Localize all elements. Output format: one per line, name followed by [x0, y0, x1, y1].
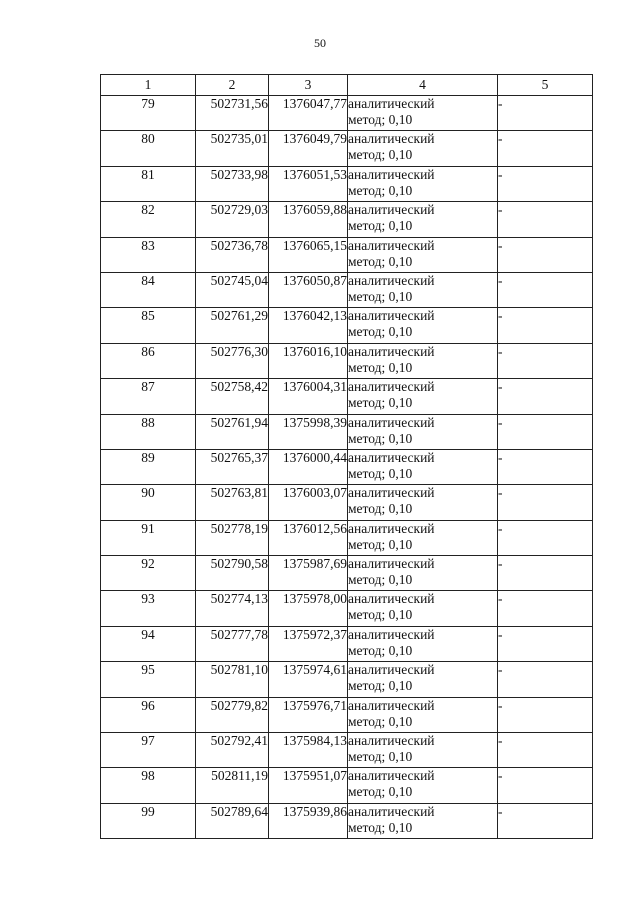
method-line-2: метод; 0,10 — [348, 749, 413, 765]
method-line-1: аналитический — [348, 308, 435, 324]
y-coordinate-cell: 1375974,61 — [269, 662, 348, 697]
table-row — [101, 697, 593, 732]
point-number-cell: 90 — [101, 485, 196, 520]
x-coordinate-cell: 502735,01 — [196, 131, 269, 166]
method-line-1: аналитический — [348, 414, 435, 430]
point-number-cell: 86 — [101, 343, 196, 378]
table-row — [101, 202, 593, 237]
description-cell: - — [498, 556, 593, 591]
method-cell — [348, 202, 498, 237]
method-line-1: аналитический — [348, 591, 435, 607]
y-coordinate-cell: 1375939,86 — [269, 803, 348, 838]
point-number-cell: 87 — [101, 379, 196, 414]
x-coordinate-cell: 502790,58 — [196, 556, 269, 591]
description-cell: - — [498, 449, 593, 484]
point-number-cell: 84 — [101, 272, 196, 307]
table-row — [101, 556, 593, 591]
x-coordinate-cell: 502745,04 — [196, 272, 269, 307]
table-row — [101, 308, 593, 343]
point-number-cell: 89 — [101, 449, 196, 484]
method-line-1: аналитический — [348, 803, 435, 819]
method-line-1: аналитический — [348, 626, 435, 642]
method-line-2: метод; 0,10 — [348, 218, 413, 234]
method-line-2: метод; 0,10 — [348, 642, 413, 658]
y-coordinate-cell: 1376016,10 — [269, 343, 348, 378]
x-coordinate-cell: 502761,29 — [196, 308, 269, 343]
description-cell: - — [498, 272, 593, 307]
point-number-cell: 97 — [101, 733, 196, 768]
method-line-2: метод; 0,10 — [348, 465, 413, 481]
method-cell — [348, 272, 498, 307]
table-row — [101, 768, 593, 803]
method-line-1: аналитический — [348, 343, 435, 359]
y-coordinate-cell: 1376000,44 — [269, 449, 348, 484]
y-coordinate-cell: 1375976,71 — [269, 697, 348, 732]
x-coordinate-cell: 502765,37 — [196, 449, 269, 484]
method-line-1: аналитический — [348, 449, 435, 465]
method-line-2: метод; 0,10 — [348, 536, 413, 552]
table-body — [101, 96, 593, 839]
x-coordinate-cell: 502779,82 — [196, 697, 269, 732]
method-line-1: аналитический — [348, 662, 435, 678]
method-line-2: метод; 0,10 — [348, 784, 413, 800]
table-row — [101, 449, 593, 484]
description-cell: - — [498, 591, 593, 626]
header-row — [101, 75, 593, 96]
method-line-2: метод; 0,10 — [348, 253, 413, 269]
y-coordinate-cell: 1375978,00 — [269, 591, 348, 626]
method-line-1: аналитический — [348, 556, 435, 572]
method-line-1: аналитический — [348, 131, 435, 147]
y-coordinate-cell: 1375972,37 — [269, 626, 348, 661]
point-number-cell: 85 — [101, 308, 196, 343]
table-row — [101, 662, 593, 697]
y-coordinate-cell: 1375984,13 — [269, 733, 348, 768]
table-row — [101, 733, 593, 768]
x-coordinate-cell: 502778,19 — [196, 520, 269, 555]
point-number-cell: 94 — [101, 626, 196, 661]
y-coordinate-cell: 1376003,07 — [269, 485, 348, 520]
description-cell: - — [498, 308, 593, 343]
description-cell: - — [498, 166, 593, 201]
column-header-4: 4 — [348, 75, 498, 96]
x-coordinate-cell: 502758,42 — [196, 379, 269, 414]
method-cell — [348, 485, 498, 520]
x-coordinate-cell: 502781,10 — [196, 662, 269, 697]
point-number-cell: 79 — [101, 96, 196, 131]
point-number-cell: 88 — [101, 414, 196, 449]
method-line-2: метод; 0,10 — [348, 819, 413, 835]
method-line-1: аналитический — [348, 202, 435, 218]
description-cell: - — [498, 697, 593, 732]
method-line-2: метод; 0,10 — [348, 607, 413, 623]
table-row — [101, 485, 593, 520]
description-cell: - — [498, 237, 593, 272]
point-number-cell: 81 — [101, 166, 196, 201]
point-number-cell: 98 — [101, 768, 196, 803]
description-cell: - — [498, 733, 593, 768]
table-row — [101, 414, 593, 449]
method-line-1: аналитический — [348, 520, 435, 536]
point-number-cell: 99 — [101, 803, 196, 838]
method-line-2: метод; 0,10 — [348, 359, 413, 375]
column-header-1: 1 — [101, 75, 196, 96]
y-coordinate-cell: 1376050,87 — [269, 272, 348, 307]
method-line-1: аналитический — [348, 272, 435, 288]
method-cell — [348, 520, 498, 555]
point-number-cell: 83 — [101, 237, 196, 272]
x-coordinate-cell: 502729,03 — [196, 202, 269, 237]
method-cell — [348, 449, 498, 484]
x-coordinate-cell: 502776,30 — [196, 343, 269, 378]
table-row — [101, 131, 593, 166]
y-coordinate-cell: 1376051,53 — [269, 166, 348, 201]
table-row — [101, 96, 593, 131]
method-cell — [348, 803, 498, 838]
table-row — [101, 520, 593, 555]
coordinates-table — [100, 74, 593, 839]
y-coordinate-cell: 1375951,07 — [269, 768, 348, 803]
description-cell: - — [498, 662, 593, 697]
method-line-1: аналитический — [348, 485, 435, 501]
method-line-1: аналитический — [348, 166, 435, 182]
point-number-cell: 91 — [101, 520, 196, 555]
method-cell — [348, 591, 498, 626]
y-coordinate-cell: 1376059,88 — [269, 202, 348, 237]
description-cell: - — [498, 768, 593, 803]
description-cell: - — [498, 626, 593, 661]
table-row — [101, 591, 593, 626]
method-line-2: метод; 0,10 — [348, 572, 413, 588]
y-coordinate-cell: 1376042,13 — [269, 308, 348, 343]
method-line-2: метод; 0,10 — [348, 182, 413, 198]
x-coordinate-cell: 502789,64 — [196, 803, 269, 838]
method-line-2: метод; 0,10 — [348, 288, 413, 304]
method-line-1: аналитический — [348, 237, 435, 253]
description-cell: - — [498, 131, 593, 166]
x-coordinate-cell: 502733,98 — [196, 166, 269, 201]
method-cell — [348, 237, 498, 272]
table-row — [101, 166, 593, 201]
page-number: 50 — [314, 36, 326, 50]
method-line-2: метод; 0,10 — [348, 501, 413, 517]
description-cell: - — [498, 343, 593, 378]
method-cell — [348, 556, 498, 591]
method-cell — [348, 343, 498, 378]
description-cell: - — [498, 485, 593, 520]
description-cell: - — [498, 803, 593, 838]
y-coordinate-cell: 1376012,56 — [269, 520, 348, 555]
method-line-2: метод; 0,10 — [348, 112, 413, 127]
method-line-2: метод; 0,10 — [348, 430, 413, 446]
method-cell — [348, 414, 498, 449]
y-coordinate-cell: 1376065,15 — [269, 237, 348, 272]
method-line-2: метод; 0,10 — [348, 147, 413, 163]
method-line-1: аналитический — [348, 733, 435, 749]
point-number-cell: 93 — [101, 591, 196, 626]
method-cell — [348, 166, 498, 201]
method-line-1: аналитический — [348, 379, 435, 395]
method-cell — [348, 697, 498, 732]
method-cell — [348, 768, 498, 803]
table-row — [101, 379, 593, 414]
point-number-cell: 92 — [101, 556, 196, 591]
method-cell — [348, 662, 498, 697]
y-coordinate-cell: 1376049,79 — [269, 131, 348, 166]
point-number-cell: 80 — [101, 131, 196, 166]
method-line-2: метод; 0,10 — [348, 324, 413, 340]
y-coordinate-cell: 1376047,77 — [269, 96, 348, 131]
method-line-2: метод; 0,10 — [348, 395, 413, 411]
method-line-1: аналитический — [348, 96, 435, 111]
method-cell — [348, 131, 498, 166]
table-row — [101, 237, 593, 272]
x-coordinate-cell: 502811,19 — [196, 768, 269, 803]
table-row — [101, 803, 593, 838]
method-cell — [348, 626, 498, 661]
x-coordinate-cell: 502761,94 — [196, 414, 269, 449]
table-row — [101, 626, 593, 661]
method-cell — [348, 379, 498, 414]
x-coordinate-cell: 502736,78 — [196, 237, 269, 272]
point-number-cell: 82 — [101, 202, 196, 237]
method-line-2: метод; 0,10 — [348, 713, 413, 729]
point-number-cell: 95 — [101, 662, 196, 697]
description-cell: - — [498, 379, 593, 414]
description-cell: - — [498, 414, 593, 449]
x-coordinate-cell: 502731,56 — [196, 96, 269, 131]
point-number-cell: 96 — [101, 697, 196, 732]
description-cell: - — [498, 202, 593, 237]
x-coordinate-cell: 502774,13 — [196, 591, 269, 626]
method-cell — [348, 733, 498, 768]
x-coordinate-cell: 502777,78 — [196, 626, 269, 661]
y-coordinate-cell: 1375998,39 — [269, 414, 348, 449]
method-line-2: метод; 0,10 — [348, 678, 413, 694]
method-line-1: аналитический — [348, 768, 435, 784]
table-row — [101, 343, 593, 378]
method-line-1: аналитический — [348, 697, 435, 713]
x-coordinate-cell: 502792,41 — [196, 733, 269, 768]
y-coordinate-cell: 1376004,31 — [269, 379, 348, 414]
method-cell — [348, 308, 498, 343]
description-cell: - — [498, 520, 593, 555]
table-row — [101, 272, 593, 307]
column-header-2: 2 — [196, 75, 269, 96]
x-coordinate-cell: 502763,81 — [196, 485, 269, 520]
y-coordinate-cell: 1375987,69 — [269, 556, 348, 591]
table-header — [101, 75, 593, 96]
method-cell — [348, 96, 498, 131]
column-header-5: 5 — [498, 75, 593, 96]
column-header-3: 3 — [269, 75, 348, 96]
description-cell: - — [498, 96, 593, 131]
